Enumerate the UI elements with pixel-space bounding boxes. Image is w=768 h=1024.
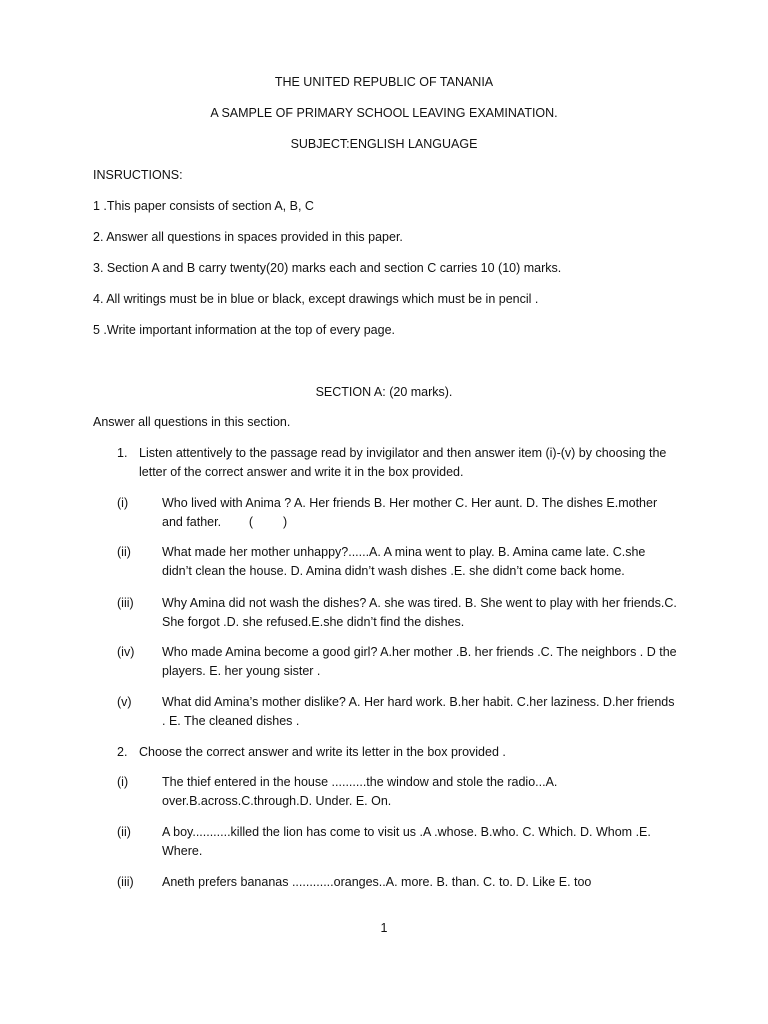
q2-item-text: A boy...........killed the lion has come to visit us .A .whose. B.who. C. Which. D. Whom .E. Where.	[162, 825, 651, 858]
q2-item-text: The thief entered in the house ..........the window and stole the radio...A. over.B.across.C.through.D. Under. E. On.	[162, 775, 558, 808]
question-1-number: 1.	[117, 446, 128, 460]
page-number: 1	[380, 921, 388, 935]
subject-heading: SUBJECT:ENGLISH LANGUAGE	[290, 137, 478, 151]
instruction-item: 3. Section A and B carry twenty(20) marks each and section C carries 10 (10) marks.	[93, 261, 562, 275]
q1-item-number: (v)	[117, 695, 132, 709]
q1-item-number: (iv)	[117, 645, 135, 659]
exam-heading: A SAMPLE OF PRIMARY SCHOOL LEAVING EXAMINATION.	[210, 106, 558, 120]
instructions-heading: INSRUCTIONS:	[93, 168, 183, 182]
q2-item-text: Aneth prefers bananas ............oranges..A. more. B. than. C. to. D. Like E. too	[162, 875, 592, 889]
section-a-intro: Answer all questions in this section.	[93, 415, 291, 429]
q1-item	[162, 494, 677, 532]
section-a-title: SECTION A: (20 marks).	[315, 385, 453, 399]
instruction-item: 4. All writings must be in blue or black, except drawings which must be in pencil .	[93, 292, 539, 306]
question-2-text: Choose the correct answer and write its letter in the box provided .	[139, 745, 506, 759]
q2-item-number: (ii)	[117, 825, 131, 839]
q1-item-text: What made her mother unhappy?......A. A mina went to play. B. Amina came late. C.she didn’t clean the house. D. Amina didn’t wash dishes .E. she didn’t come back home.	[162, 545, 646, 578]
question-1-text: Listen attentively to the passage read by invigilator and then answer item (i)-(v) by choosing the letter of the correct answer and write it in the box provided.	[139, 446, 667, 479]
q1-item-number: (ii)	[117, 545, 131, 559]
q1-item-text: Who lived with Anima ? A. Her friends B. Her mother C. Her aunt. D. The dishes E.mother and father.	[162, 496, 658, 529]
q1-item-text: Who made Amina become a good girl? A.her mother .B. her friends .C. The neighbors . D the players. E. her young sister .	[162, 645, 677, 678]
q2-item-number: (i)	[117, 775, 129, 789]
q1-item-text: Why Amina did not wash the dishes? A. she was tired. B. She went to play with her friends.C. She forgot .D. she refused.E.she didn’t find the dishes.	[162, 596, 677, 629]
question-2-number: 2.	[117, 745, 128, 759]
republic-heading: THE UNITED REPUBLIC OF TANANIA	[274, 75, 494, 89]
q1-item-number: (iii)	[117, 596, 134, 610]
instruction-item: 2. Answer all questions in spaces provided in this paper.	[93, 230, 403, 244]
answer-box[interactable]: ( )	[248, 515, 288, 529]
q1-item-text: What did Amina’s mother dislike? A. Her hard work. B.her habit. C.her laziness. D.her friends . E. The cleaned dishes .	[162, 695, 675, 728]
q1-item-number: (i)	[117, 496, 129, 510]
instruction-item: 5 .Write important information at the top of every page.	[93, 323, 396, 337]
instruction-item: 1 .This paper consists of section A, B, C	[93, 199, 314, 213]
q2-item-number: (iii)	[117, 875, 134, 889]
